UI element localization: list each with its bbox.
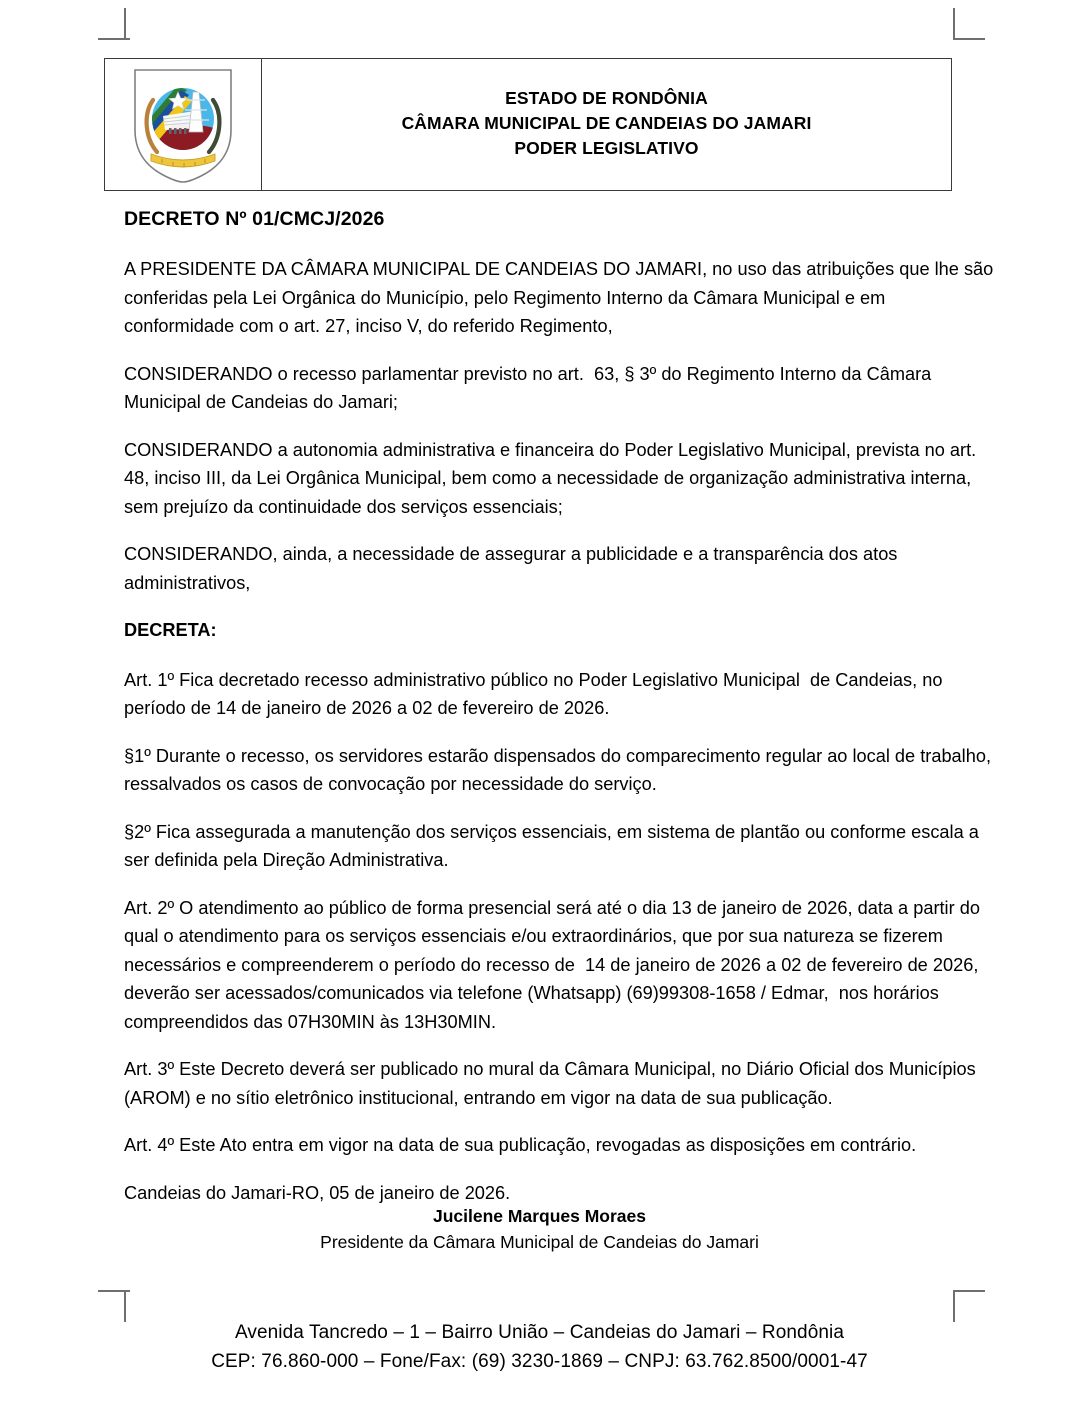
paragraph-art-1: Art. 1º Fica decretado recesso administrativo público no Poder Legislativo Municipal de Candeias, no período de 14 de janeiro de 2026 a 02 de fevereiro de 2026. [124,669,948,718]
paragraph-considerando-1: CONSIDERANDO o recesso parlamentar previsto no art. 63, § 3º do Regimento Interno da Câmara Municipal de Candeias do Jamari; [124,363,937,412]
header-title-cell [262,59,951,190]
paragraph-decreta: DECRETA: [124,620,217,640]
header-emblem-cell [105,59,262,190]
document-header-table [104,58,952,191]
paragraph-considerando-2: CONSIDERANDO a autonomia administrativa e financeira do Poder Legislativo Municipal, prevista no art. 48, inciso III, da Lei Orgânica Municipal, bem como a necessidade de organização administrativa interna, sem prejuízo da continuidade dos serviços essenciais; [124,439,982,517]
signature-block [0,1204,1079,1255]
paragraph-art-1-par-2: §2º Fica assegurada a manutenção dos serviços essenciais, em sistema de plantão ou conforme escala a ser definida pela Direção Administrativa. [124,821,984,870]
crop-mark-top-left [98,8,138,48]
document-body [124,255,997,1226]
page-title: DECRETO Nº 01/CMCJ/2026 [124,208,385,230]
header-line-estado: ESTADO DE RONDÔNIA [505,88,708,108]
signature-role: Presidente da Câmara Municipal de Candeias do Jamari [320,1232,759,1252]
paragraph-art-3: Art. 3º Este Decreto deverá ser publicado no mural da Câmara Municipal, no Diário Oficial dos Municípios (AROM) e no sítio eletrônico institucional, entrando em vigor na data de sua publicação. [124,1059,981,1108]
header-line-camara: CÂMARA MUNICIPAL DE CANDEIAS DO JAMARI [401,113,812,133]
paragraph-local-data: Candeias do Jamari-RO, 05 de janeiro de 2026. [124,1182,511,1203]
signature-name: Jucilene Marques Moraes [433,1206,646,1226]
header-line-poder: PODER LEGISLATIVO [514,138,699,158]
document-footer [0,1318,1079,1376]
paragraph-preambulo: A PRESIDENTE DA CÂMARA MUNICIPAL DE CANDEIAS DO JAMARI, no uso das atribuições que lhe são conferidas pela Lei Orgânica do Município, pelo Regimento Interno da Câmara Municipal e em conformidade com o art. 27, inciso V, do referido Regimento, [124,259,999,336]
paragraph-art-1-par-1: §1º Durante o recesso, os servidores estarão dispensados do comparecimento regular ao local de trabalho, ressalvados os casos de convocação por necessidade do serviço. [124,745,997,794]
crop-mark-top-right [941,8,981,48]
brasao-rondonia-icon [129,66,237,184]
crop-mark-bottom-right [941,1282,981,1322]
footer-contact: CEP: 76.860-000 – Fone/Fax: (69) 3230-1869 – CNPJ: 63.762.8500/0001-47 [211,1351,868,1372]
paragraph-considerando-3: CONSIDERANDO, ainda, a necessidade de assegurar a publicidade e a transparência dos atos administrativos, [124,544,903,593]
paragraph-art-2: Art. 2º O atendimento ao público de forma presencial será até o dia 13 de janeiro de 2026, data a partir do qual o atendimento para os serviços essenciais e/ou extraordinários, que por sua natureza se fizerem necessários e compreenderem o período do recesso de 14 de janeiro de 2026 a 02 de fevereiro de 2026, deverão ser acessados/comunicados via telefone (Whatsapp) (69)99308-1658 / Edmar, nos horários compreendidos das 07H30MIN às 13H30MIN. [124,897,985,1032]
crop-mark-bottom-left [98,1282,138,1322]
footer-address: Avenida Tancredo – 1 – Bairro União – Candeias do Jamari – Rondônia [234,1322,845,1343]
paragraph-art-4: Art. 4º Este Ato entra em vigor na data de sua publicação, revogadas as disposições em contrário. [124,1135,917,1155]
